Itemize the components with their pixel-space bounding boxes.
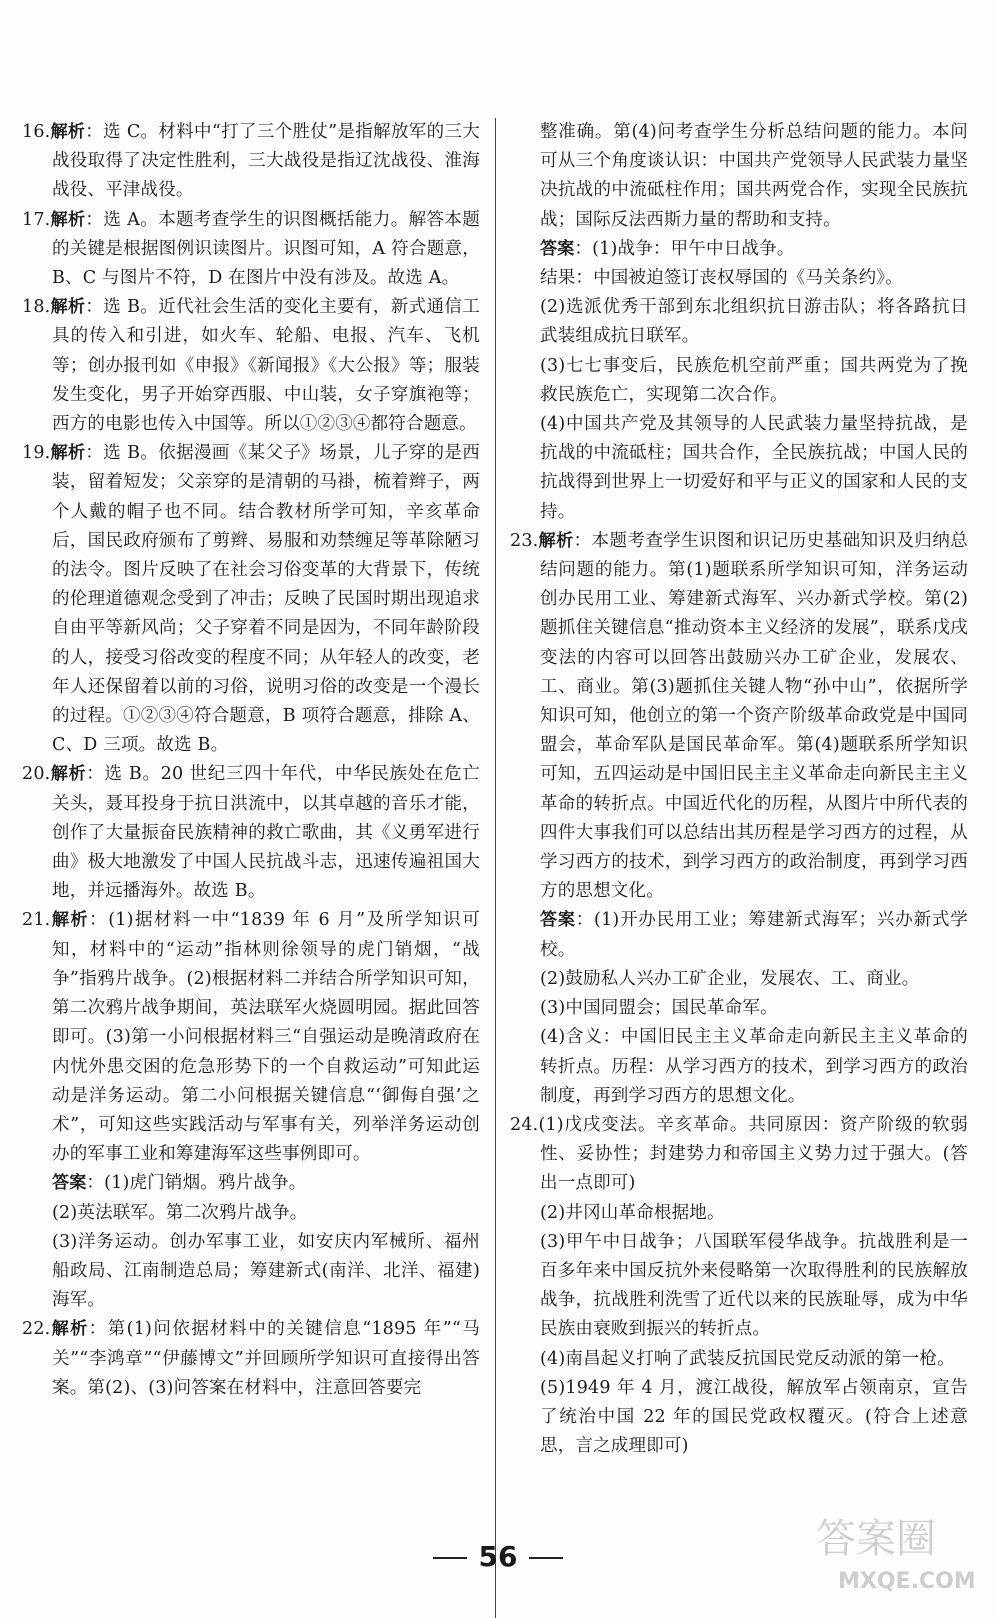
paragraph-text: (4)南昌起义打响了武装反抗国民党反动派的第一枪。: [540, 1348, 955, 1369]
paragraph: [510, 1023, 968, 1111]
keyword-label: 解析: [50, 910, 90, 931]
paragraph-text: (4)中国共产党及其领导的人民武装力量坚持抗战，是抗战的中流砥柱；国共合作，全民族抗战；中国人民的抗战得到世界上一切爱好和平与正义的国家和人民的支持。: [540, 414, 968, 522]
page-number-dash-left: [433, 1557, 467, 1559]
column-divider: [495, 118, 496, 1618]
paragraph-text: ：(1)战争：甲午中日战争。: [574, 238, 795, 259]
paragraph-text: (2)井冈山革命根据地。: [540, 1202, 725, 1223]
paragraph-text: (4)含义：中国旧民主主义革命走向新民主主义革命的转折点。历程：从学习西方的技术，到学习西方的政治制度，再到学习西方的思想文化。: [540, 1027, 968, 1106]
paragraph-text: (5)1949 年 4 月，渡江战役，解放军占领南京，宣告了统治中国 22 年的国民党政权覆灭。(符合上述意思，言之成理即可): [540, 1377, 968, 1457]
question-number: 20.: [22, 764, 51, 785]
paragraph-text: ：(1)据材料一中“1839 年 6 月”及所学知识可知，材料中的“运动”指林则徐领导的虎门销烟，“战争”指鸦片战争。(2)根据材料二并结合所学知识可知，第二次鸦片战争期间，英法联军火烧圆明园。据此回答即可。(3)第一小问根据材料三“自强运动是晚清政府在内忧外患交困的危急形势下的一个自救运动”可知此运动是洋务运动。第二小问根据关键信息“‘御侮自强’之术”，可知这些实践活动与军事有关，列举洋务运动创办的军事工业和筹建海军这些事例即可。: [52, 910, 480, 1165]
keyword-label: 解析: [538, 530, 574, 551]
paragraph-text: ：第(1)问依据材料中的关键信息“1895 年”“马关”“李鸿章”“伊藤博文”并回顾所学知识可直接得出答案。第(2)、(3)问答案在材料中，注意回答要完: [52, 1319, 480, 1398]
paragraph-text: ：(1)虎门销烟。鸦片战争。: [86, 1173, 307, 1194]
paragraph: [22, 206, 480, 294]
question-number: 18.: [22, 297, 51, 318]
paragraph: [510, 118, 968, 235]
paragraph-text: ：选 A。本题考查学生的识图概括能力。解答本题的关键是根据图例识读图片。识图可知，A 符合题意，B、C 与图片不符，D 在图片中没有涉及。故选 A。: [52, 209, 480, 289]
paragraph-text: (1)戊戌变法。辛亥革命。共同原因：资产阶级的软弱性、妥协性；封建势力和帝国主义势力过于强大。(答出一点即可): [538, 1114, 968, 1194]
page-number-text: 56: [478, 1540, 518, 1573]
paragraph-text: (2)英法联军。第二次鸦片战争。: [52, 1202, 308, 1223]
paragraph: [22, 1199, 480, 1228]
paragraph: [510, 1199, 968, 1228]
question-number: 24.: [510, 1114, 539, 1135]
paragraph: [22, 293, 480, 439]
paragraph-text: (3)洋务运动。创办军事工业，如安庆内军械所、福州船政局、江南制造总局；筹建新式(南洋、北洋、福建)海军。: [52, 1231, 480, 1311]
keyword-label: 答案: [540, 238, 575, 259]
paragraph-text: ：选 B。依据漫画《某父子》场景，儿子穿的是西装，留着短发；父亲穿的是清朝的马褂，梳着辫子，两个人戴的帽子也不同。结合教材所学可知，辛亥革命后，国民政府颁布了剪辫、易服和劝禁缠足等革除陋习的法令。图片反映了在社会习俗变革的大背景下，传统的伦理道德观念受到了冲击；反映了民国时期出现追求自由平等新风尚；父子穿着不同是因为，不同年龄阶段的人，接受习俗改变的程度不同；从年轻人的改变，老年人还保留着以前的习俗，说明习俗的改变是一个漫长的过程。①②③④符合题意，B 项符合题意，排除 A、C、D 三项。故选 B。: [52, 443, 480, 756]
paragraph-text: (3)甲午中日战争；八国联军侵华战争。抗战胜利是一百多年来中国反抗外来侵略第一次取得胜利的民族解放战争，抗战胜利洗雪了近代以来的民族耻辱，成为中华民族由衰败到振兴的转折点。: [540, 1231, 968, 1340]
keyword-label: 解析: [50, 297, 86, 318]
paragraph: [22, 1315, 480, 1403]
paragraph-text: 结果：中国被迫签订丧权辱国的《马关条约》。: [540, 268, 903, 289]
left-column: [22, 118, 480, 1403]
watermark-text-bottom: MXQE.COM: [838, 1569, 976, 1594]
keyword-label: 解析: [50, 443, 86, 464]
question-number: 17.: [22, 209, 51, 230]
paragraph-text: ：选 C。材料中“打了三个胜仗”是指解放军的三大战役取得了决定性胜利，三大战役是指辽沈战役、淮海战役、平津战役。: [52, 122, 480, 201]
keyword-label: 答案: [52, 1173, 87, 1194]
paragraph: [510, 1228, 968, 1345]
paragraph-text: ：选 B。近代社会生活的变化主要有，新式通信工具的传入和引进，如火车、轮船、电报、汽车、飞机等；创办报刊如《申报》《新闻报》《大公报》等；服装发生变化，男子开始穿西服、中山装，女子穿旗袍等；西方的电影也传入中国等。所以①②③④都符合题意。: [52, 297, 480, 435]
keyword-label: 答案: [540, 910, 576, 931]
paragraph-text: (2)鼓励私人兴办工矿企业，发展农、工、商业。: [540, 968, 920, 989]
paragraph: [22, 439, 480, 760]
keyword-label: 解析: [50, 209, 86, 230]
paragraph: [510, 264, 968, 293]
watermark-text-top: 答案圈: [816, 1516, 936, 1562]
paragraph: [22, 1169, 480, 1198]
watermark-logo: [808, 1504, 978, 1596]
question-number: 22.: [22, 1319, 51, 1340]
keyword-label: 解析: [50, 1319, 89, 1340]
question-number: 21.: [22, 910, 51, 931]
paragraph-text: ：选 B。20 世纪三四十年代，中华民族处在危亡关头，聂耳投身于抗日洪流中，以其卓越的音乐才能，创作了大量振奋民族精神的救亡歌曲，其《义勇军进行曲》极大地激发了中国人民抗战斗志，迅速传遍祖国大地，并远播海外。故选 B。: [52, 764, 480, 902]
paragraph-text: (3)七七事变后，民族危机空前严重；国共两党为了挽救民族危亡，实现第二次合作。: [540, 355, 968, 405]
paragraph: [510, 965, 968, 994]
paragraph: [22, 906, 480, 1169]
paragraph-text: 整准确。第(4)问考查学生分析总结问题的能力。本问可从三个角度谈认识：中国共产党领导人民武装力量坚决抗战的中流砥柱作用；国共两党合作，实现全民族抗战；国际反法西斯力量的帮助和支持。: [540, 122, 968, 230]
page-number-dash-right: [529, 1557, 563, 1559]
keyword-label: 解析: [50, 122, 86, 142]
keyword-label: 解析: [50, 764, 87, 785]
right-column: [510, 118, 968, 1461]
paragraph: [510, 410, 968, 527]
paragraph-text: ：本题考查学生识图和识记历史基础知识及归纳总结问题的能力。第(1)题联系所学知识可知，洋务运动创办民用工业、筹建新式海军、兴办新式学校。第(2)题抓住关键信息“推动资本主义经济的发展”，联系戊戌变法的内容可以回答出鼓励兴办工矿企业，发展农、工、商业。第(3)题抓住关键人物“孙中山”，依据所学知识可知，他创立的第一个资产阶级革命政党是中国同盟会，革命军队是国民革命军。第(4)题联系所学知识可知，五四运动是中国旧民主主义革命走向新民主主义革命的转折点。中国近代化的历程，从图片中所代表的四件大事我们可以总结出其历程是学习西方的过程，从学习西方的技术，到学习西方的政治制度，再到学习西方的思想文化。: [540, 530, 968, 902]
paragraph: [22, 760, 480, 906]
paragraph: [510, 1374, 968, 1462]
paragraph: [510, 527, 968, 907]
paragraph-text: (3)中国同盟会；国民革命军。: [540, 998, 778, 1019]
paragraph: [510, 235, 968, 264]
paragraph-text: (2)选派优秀干部到东北组织抗日游击队；将各路抗日武装组成抗日联军。: [540, 297, 968, 347]
question-number: 23.: [510, 530, 539, 551]
paragraph: [510, 352, 968, 410]
paragraph: [22, 1228, 480, 1316]
question-number: 19.: [22, 443, 51, 464]
question-number: 16.: [22, 122, 51, 142]
paragraph: [510, 906, 968, 964]
paragraph: [510, 1111, 968, 1199]
paragraph: [510, 1345, 968, 1374]
paragraph: [510, 994, 968, 1023]
paragraph: [510, 293, 968, 351]
paragraph-text: ：(1)开办民用工业；筹建新式海军；兴办新式学校。: [540, 910, 969, 960]
paragraph: [22, 118, 480, 206]
